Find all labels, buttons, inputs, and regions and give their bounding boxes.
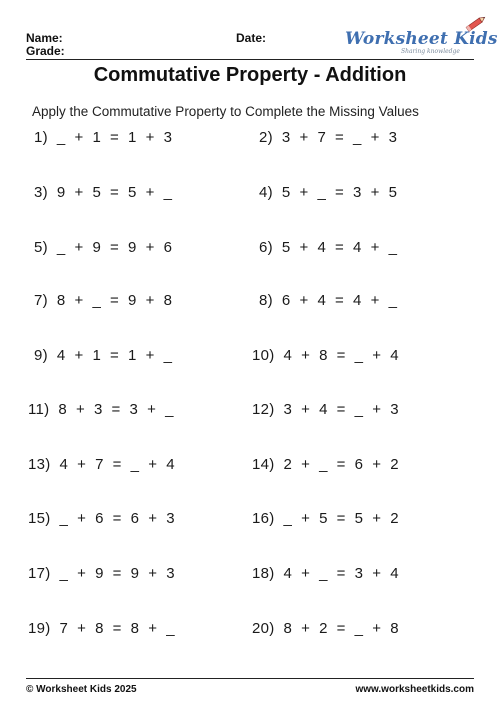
problem-17: 17) _ + 9 = 9 + 3 (28, 565, 175, 582)
copyright-text: © Worksheet Kids 2025 (26, 684, 137, 695)
logo-text: Worksheet Kids (345, 29, 498, 49)
logo-tagline: Sharing knowledge (401, 48, 460, 55)
problem-11: 11) 8 + 3 = 3 + _ (28, 401, 174, 418)
grade-label: Grade: (26, 44, 65, 58)
problem-14: 14) 2 + _ = 6 + 2 (252, 456, 399, 473)
problem-5: 5) _ + 9 = 9 + 6 (34, 239, 173, 256)
worksheet-title: Commutative Property - Addition (93, 64, 407, 86)
problem-10: 10) 4 + 8 = _ + 4 (252, 347, 399, 364)
problem-12: 12) 3 + 4 = _ + 3 (252, 401, 399, 418)
problem-9: 9) 4 + 1 = 1 + _ (34, 347, 173, 364)
problem-7: 7) 8 + _ = 9 + 8 (34, 292, 173, 309)
problem-2: 2) 3 + 7 = _ + 3 (259, 129, 398, 146)
problem-6: 6) 5 + 4 = 4 + _ (259, 239, 398, 256)
problem-19: 19) 7 + 8 = 8 + _ (28, 620, 175, 637)
problem-15: 15) _ + 6 = 6 + 3 (28, 510, 175, 527)
problem-8: 8) 6 + 4 = 4 + _ (259, 292, 398, 309)
problem-4: 4) 5 + _ = 3 + 5 (259, 184, 398, 201)
problem-18: 18) 4 + _ = 3 + 4 (252, 565, 399, 582)
name-label: Name: (26, 31, 63, 45)
problem-20: 20) 8 + 2 = _ + 8 (252, 620, 399, 637)
problem-1: 1) _ + 1 = 1 + 3 (34, 129, 173, 146)
bottom-divider (26, 678, 474, 679)
problem-16: 16) _ + 5 = 5 + 2 (252, 510, 399, 527)
instruction-text: Apply the Commutative Property to Complete the Missing Values (32, 104, 419, 119)
problem-13: 13) 4 + 7 = _ + 4 (28, 456, 175, 473)
date-label: Date: (236, 31, 267, 45)
website-link[interactable]: www.worksheetkids.com (355, 684, 474, 695)
problem-3: 3) 9 + 5 = 5 + _ (34, 184, 173, 201)
